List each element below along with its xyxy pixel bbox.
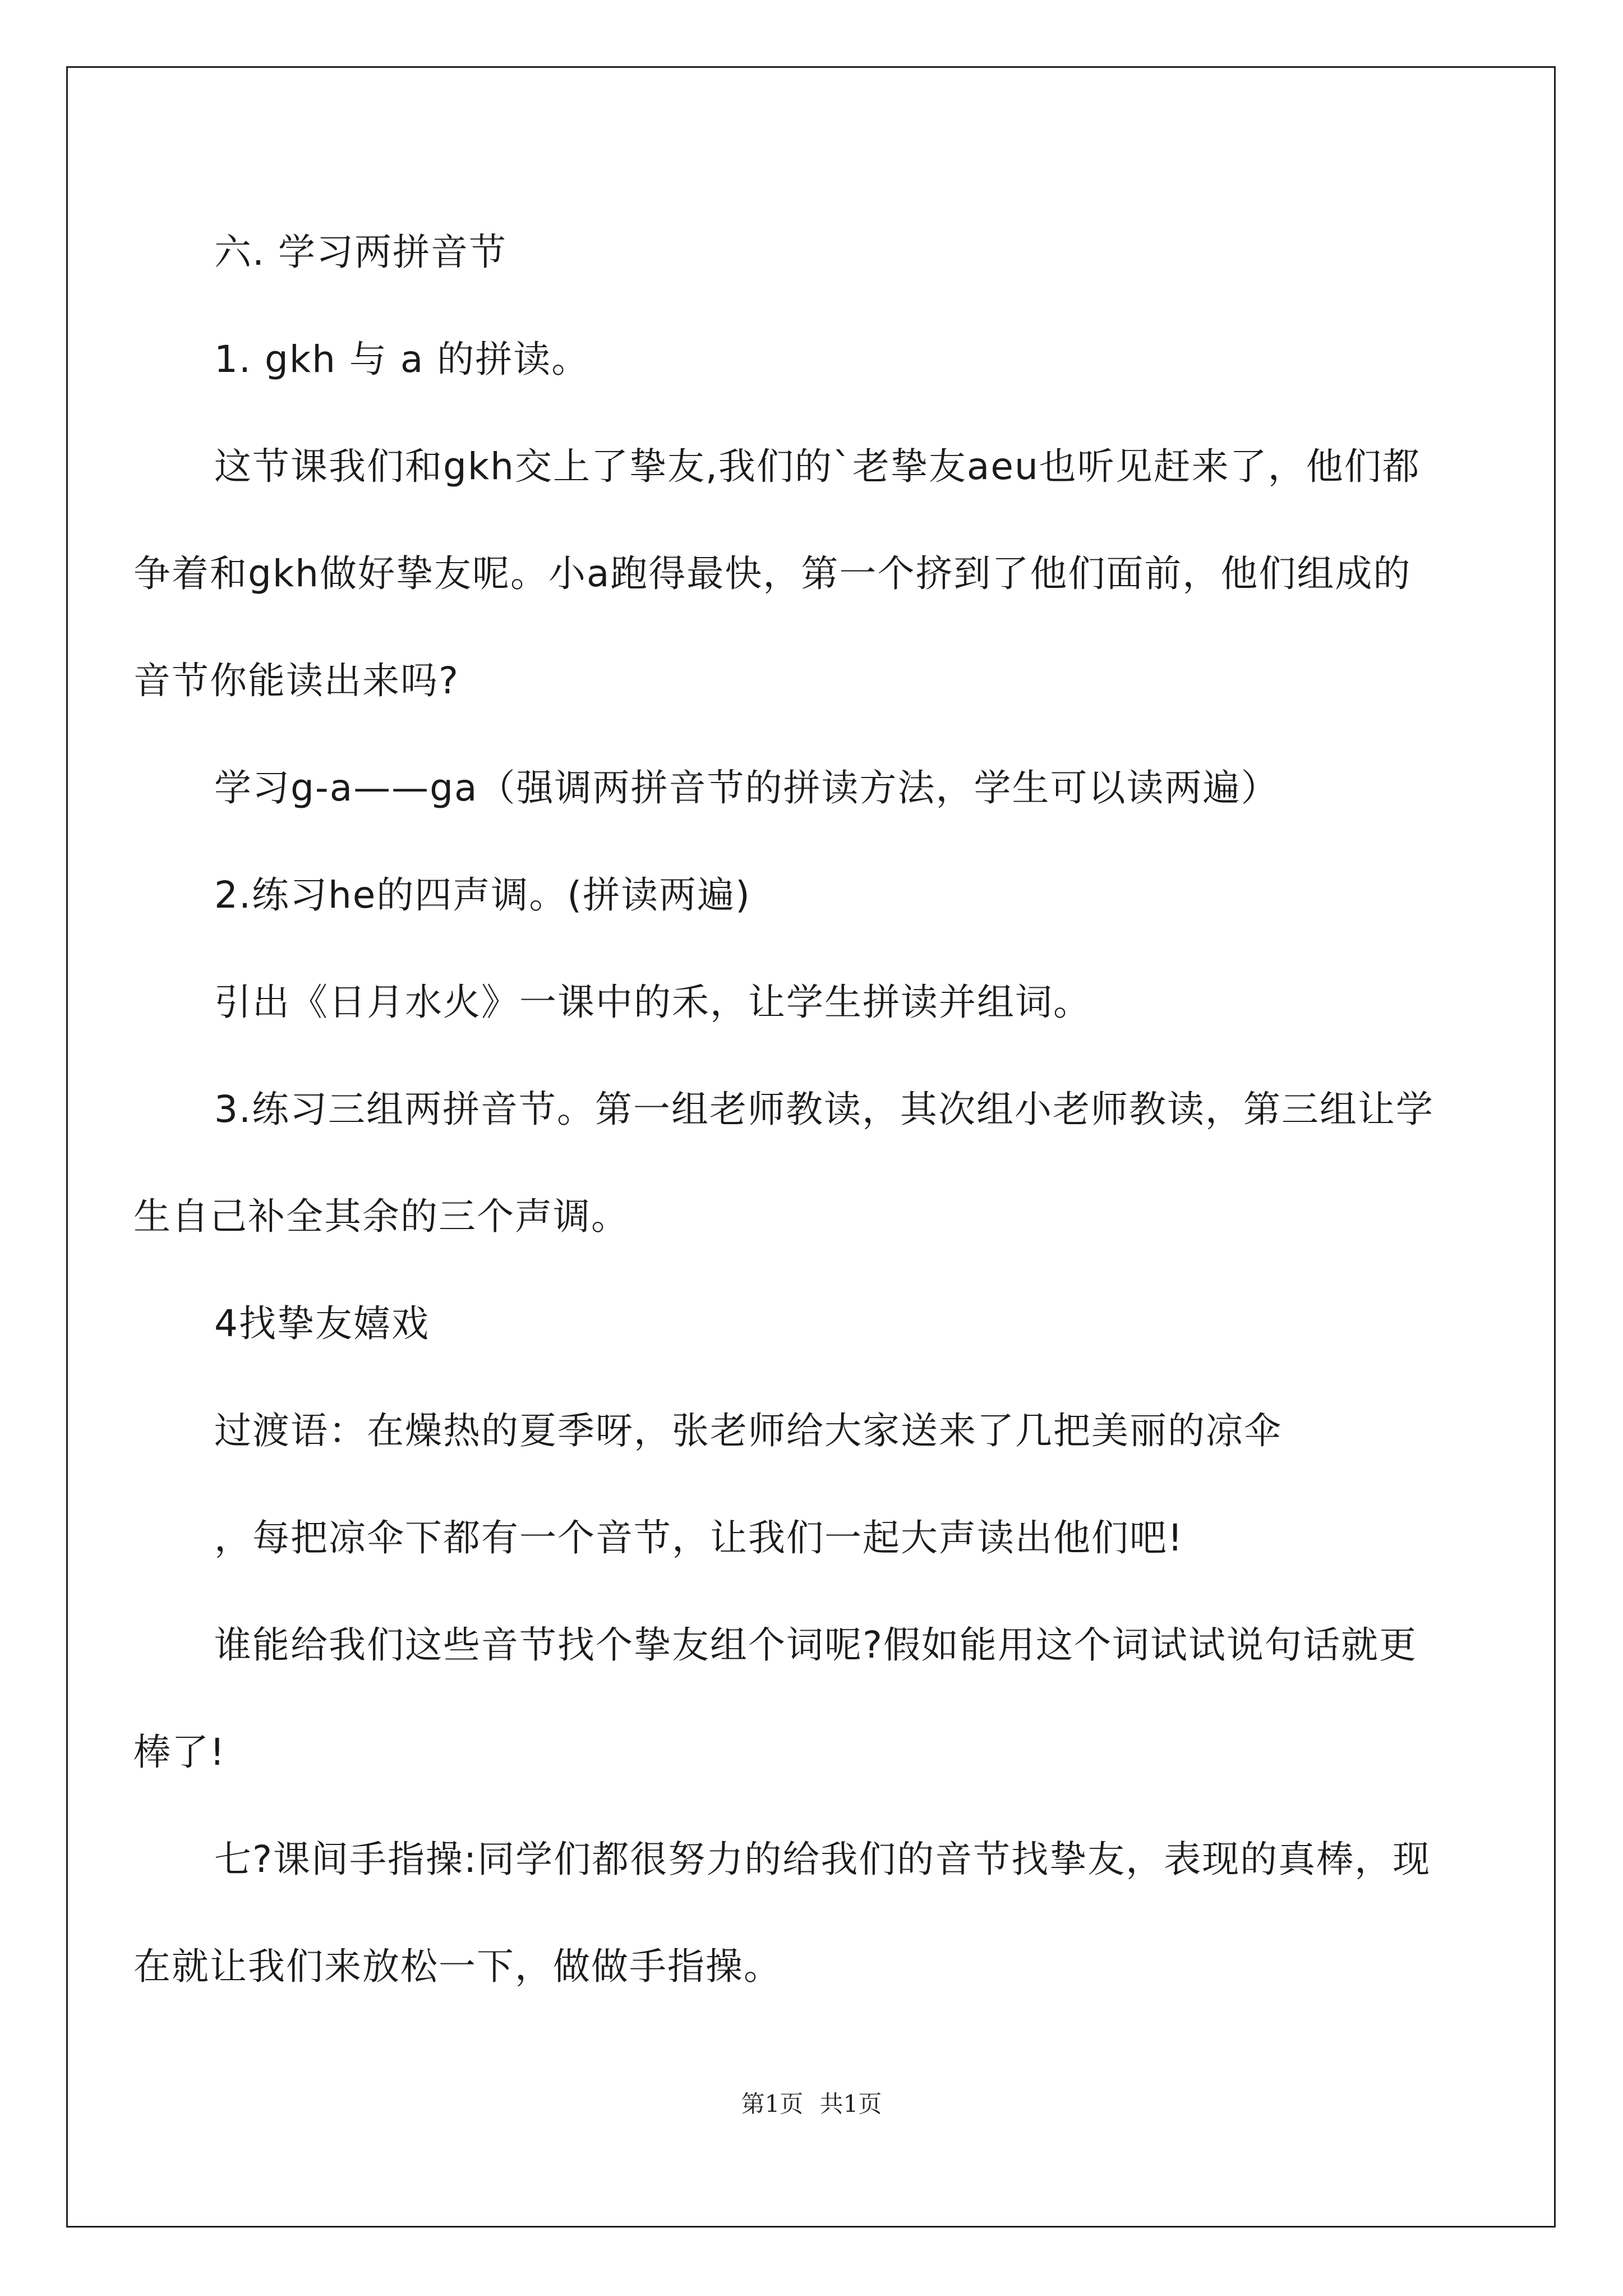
subheading-1: 1. gkh 与 a 的拼读。 [214, 338, 590, 381]
subheading-2: 2.练习he的四声调。(拼读两遍) [214, 873, 751, 917]
subheading-3: 3.练习三组两拼音节。第一组老师教读，其次组小老师教读，第三组让学生自己补全其余的三个声调。 [133, 1088, 1434, 1238]
paragraph-transition: 过渡语：在燥热的夏季呀，张老师给大家送来了几把美丽的凉伞 [214, 1409, 1282, 1452]
page-number: 第1页 [741, 2090, 804, 2118]
paragraph-intro: 这节课我们和gkh交上了挚友,我们的`老挚友aeu也听见赶来了，他们都争着和gkh做好挚友呢。小a跑得最快，第一个挤到了他们面前，他们组成的音节你能读出来吗? [133, 445, 1421, 702]
paragraph-learn-ga: 学习g-a——ga（强调两拼音节的拼读方法，学生可以读两遍） [214, 766, 1279, 809]
page-total: 共1页 [819, 2090, 882, 2118]
paragraph-he: 引出《日月水火》一课中的禾，让学生拼读并组词。 [214, 981, 1091, 1024]
paragraph-word-group: 谁能给我们这些音节找个挚友组个词呢?假如能用这个词试试说句话就更棒了! [133, 1623, 1418, 1774]
paragraph-umbrella: ，每把凉伞下都有一个音节，让我们一起大声读出他们吧! [214, 1516, 1184, 1559]
section-heading-seven: 七?课间手指操:同学们都很努力的给我们的音节找挚友，表现的真棒，现在就让我们来放松一下，做做手指操。 [133, 1838, 1431, 1988]
subheading-4: 4找挚友嬉戏 [214, 1302, 430, 1345]
page-footer [0, 2086, 1623, 2119]
section-heading-six: 六. 学习两拼音节 [214, 231, 507, 274]
